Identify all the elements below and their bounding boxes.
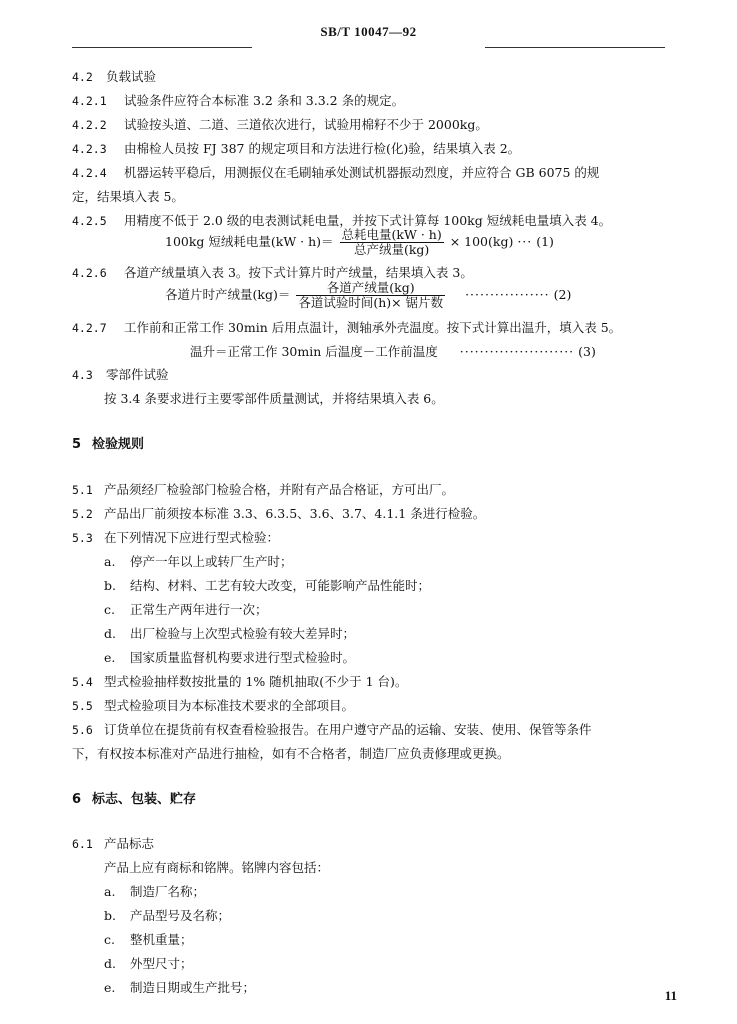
clause-text: 各道产绒量填入表 3。按下式计算片时产绒量，结果填入表 3。 [124, 265, 473, 280]
section-title: 标志、包装、贮存 [92, 792, 197, 807]
header-rule-left [72, 47, 252, 48]
clause-title: 负载试验 [106, 69, 157, 84]
formula-1 [165, 228, 554, 257]
list-item: 正常生产两年进行一次； [130, 602, 268, 617]
clause-number: 4.2 [72, 70, 93, 84]
standard-code: SB/T 10047—92 [320, 24, 417, 39]
formula-lhs: 各道片时产绒量(kg)＝ [165, 287, 291, 302]
clause-number: 4.2.4 [72, 166, 107, 180]
list-marker: a. [104, 884, 116, 899]
page-number: 11 [664, 988, 677, 1003]
clause-text: 试验按头道、二道、三道依次进行，试验用棉籽不少于 2000kg。 [124, 117, 488, 132]
list-item: 制造厂名称； [130, 884, 206, 899]
clause-text-continued: 定，结果填入表 5。 [72, 189, 184, 204]
formula-fraction [296, 281, 445, 310]
clause-number: 5.2 [72, 507, 93, 521]
clause-number: 4.2.1 [72, 94, 107, 108]
clause-number: 4.2.3 [72, 142, 107, 156]
formula-fraction [340, 228, 444, 257]
clause-text: 按 3.4 条要求进行主要零部件质量测试，并将结果填入表 6。 [104, 391, 444, 406]
clause-text: 机器运转平稳后，用测振仪在毛刷轴承处测试机器振动烈度，并应符合 GB 6075 的规 [124, 165, 600, 180]
formula-tag: (3) [578, 344, 596, 359]
list-marker: a. [104, 554, 116, 569]
formula-numerator: 总耗电量(kW · h) [341, 227, 442, 242]
list-marker: e. [104, 650, 116, 665]
formula-denominator: 各道试验时间(h)× 锯片数 [298, 295, 444, 310]
list-marker: d. [104, 956, 116, 971]
clause-text: 产品上应有商标和铭牌。铭牌内容包括： [104, 860, 330, 875]
formula-leader-dots: ················· [465, 287, 550, 302]
clause-title: 产品标志 [104, 836, 155, 851]
clause-text-continued: 下，有权按本标准对产品进行抽检，如有不合格者，制造厂应负责修理或更换。 [72, 746, 510, 761]
list-item: 停产一年以上或转厂生产时； [130, 554, 293, 569]
formula-denominator: 总产绒量(kg) [353, 242, 430, 257]
clause-number: 4.3 [72, 368, 93, 382]
clause-text: 订货单位在提货前有权查看检验报告。在用户遵守产品的运输、安装、使用、保管等条件 [104, 722, 592, 737]
list-item: 产品型号及名称； [130, 908, 231, 923]
list-marker: c. [104, 932, 115, 947]
clause-number: 4.2.6 [72, 266, 107, 280]
formula-tag: (1) [536, 234, 554, 249]
clause-text: 在下列情况下应进行型式检验： [104, 530, 280, 545]
list-item: 国家质量监督机构要求进行型式检验时。 [130, 650, 356, 665]
clause-text: 试验条件应符合本标准 3.2 条和 3.3.2 条的规定。 [124, 93, 405, 108]
clause-text: 用精度不低于 2.0 级的电表测试耗电量，并按下式计算每 100kg 短绒耗电量填入表 4。 [124, 213, 612, 228]
formula-text: 温升＝正常工作 30min 后温度－工作前温度 [190, 344, 438, 359]
formula-3 [190, 342, 596, 360]
formula-numerator: 各道产绒量(kg) [296, 281, 445, 296]
clause-number: 4.2.2 [72, 118, 107, 132]
section-number: 5 [72, 437, 82, 452]
formula-tag: (2) [553, 287, 572, 302]
clause-text: 型式检验抽样数按批量的 1% 随机抽取(不少于 1 台)。 [104, 674, 408, 689]
clause-number: 5.1 [72, 483, 93, 497]
clause-number: 4.2.7 [72, 321, 107, 335]
clause-number: 5.6 [72, 723, 93, 737]
list-marker: b. [104, 578, 116, 593]
clause-number: 4.2.5 [72, 214, 107, 228]
list-item: 制造日期或生产批号； [130, 980, 256, 995]
clause-text: 由棉检人员按 FJ 387 的规定项目和方法进行检(化)验，结果填入表 2。 [124, 141, 521, 156]
formula-2 [165, 281, 571, 310]
clause-number: 5.3 [72, 531, 93, 545]
section-number: 6 [72, 792, 82, 807]
formula-rhs: × 100(kg) [449, 234, 514, 249]
clause-number: 5.5 [72, 699, 93, 713]
clause-number: 6.1 [72, 837, 93, 851]
list-item: 出厂检验与上次型式检验有较大差异时； [130, 626, 356, 641]
list-marker: c. [104, 602, 115, 617]
list-marker: d. [104, 626, 116, 641]
section-title: 检验规则 [92, 437, 145, 452]
clause-text: 工作前和正常工作 30min 后用点温计，测轴承外壳温度。按下式计算出温升，填入表 5。 [124, 320, 622, 335]
clause-text: 型式检验项目为本标准技术要求的全部项目。 [104, 698, 355, 713]
formula-leader-dots: ······················· [459, 344, 575, 359]
clause-title: 零部件试验 [106, 367, 169, 382]
clause-text: 产品须经厂检验部门检验合格，并附有产品合格证，方可出厂。 [104, 482, 455, 497]
clause-number: 5.4 [72, 675, 93, 689]
list-item: 整机重量； [130, 932, 193, 947]
list-marker: e. [104, 980, 116, 995]
header-rule-right [485, 47, 665, 48]
list-item: 外型尺寸； [130, 956, 193, 971]
list-item: 结构、材料、工艺有较大改变，可能影响产品性能时； [130, 578, 431, 593]
clause-text: 产品出厂前须按本标准 3.3、6.3.5、3.6、3.7、4.1.1 条进行检验。 [104, 506, 486, 521]
list-marker: b. [104, 908, 116, 923]
formula-lhs: 100kg 短绒耗电量(kW · h)＝ [165, 234, 334, 249]
formula-leader-dots: ··· [517, 234, 533, 249]
